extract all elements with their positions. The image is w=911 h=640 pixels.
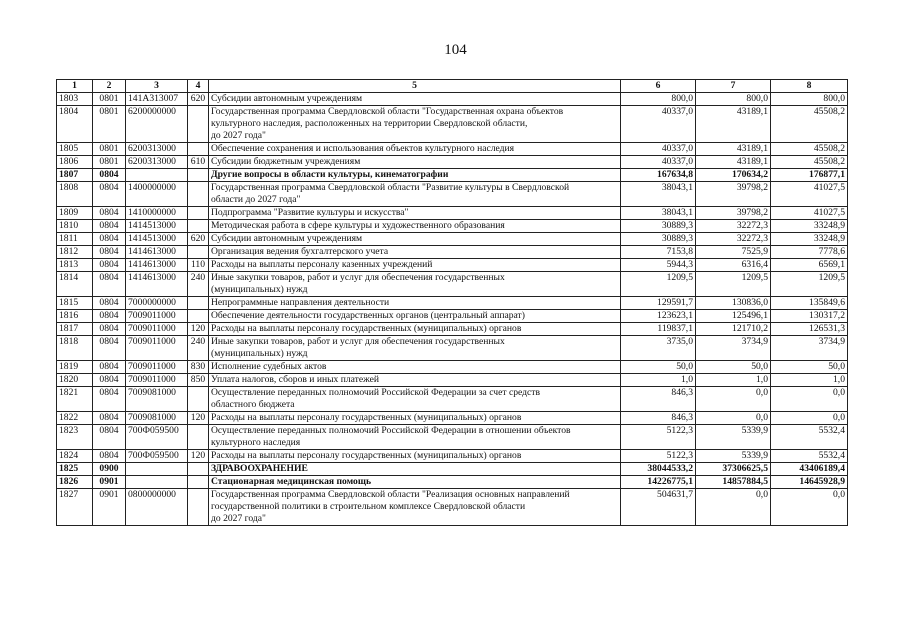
row-number-cell: 1825 bbox=[57, 463, 93, 476]
table-row bbox=[57, 220, 848, 233]
description-line: Организация ведения бухгалтерского учета bbox=[211, 246, 389, 257]
amount-year2-cell: 37306625,5 bbox=[696, 463, 771, 476]
description-line: Обеспечение сохранения и использования объектов культурного наследия bbox=[211, 143, 515, 154]
amount-year2-cell: 130836,0 bbox=[696, 297, 771, 310]
row-number-cell: 1805 bbox=[57, 143, 93, 156]
amount-year2-cell: 32272,3 bbox=[696, 220, 771, 233]
description-line: Уплата налогов, сборов и иных платежей bbox=[211, 374, 380, 385]
amount-year1-cell: 129591,7 bbox=[621, 297, 696, 310]
target-article-cell: 7009011000 bbox=[126, 361, 188, 374]
section-code-cell: 0804 bbox=[93, 361, 126, 374]
table-row bbox=[57, 143, 848, 156]
table-row bbox=[57, 246, 848, 259]
expense-type-cell bbox=[188, 297, 209, 310]
expense-type-cell bbox=[188, 425, 209, 450]
amount-year3-cell: 41027,5 bbox=[771, 182, 848, 207]
amount-year2-cell: 170634,2 bbox=[696, 169, 771, 182]
expense-type-cell bbox=[188, 246, 209, 259]
expense-type-cell: 240 bbox=[188, 336, 209, 361]
expense-type-cell: 120 bbox=[188, 450, 209, 463]
section-code-cell: 0804 bbox=[93, 207, 126, 220]
row-number-cell: 1814 bbox=[57, 272, 93, 297]
row-number-cell: 1826 bbox=[57, 476, 93, 489]
description-line: (муниципальных) нужд bbox=[211, 284, 308, 295]
amount-year3-cell: 3734,9 bbox=[771, 336, 848, 361]
description-line: Государственная программа Свердловской области "Реализация основных направлений bbox=[211, 489, 570, 500]
row-number-cell: 1810 bbox=[57, 220, 93, 233]
row-number-cell: 1811 bbox=[57, 233, 93, 246]
amount-year3-cell: 5532,4 bbox=[771, 425, 848, 450]
amount-year3-cell: 5532,4 bbox=[771, 450, 848, 463]
target-article-cell: 1414613000 bbox=[126, 272, 188, 297]
amount-year1-cell: 119837,1 bbox=[621, 323, 696, 336]
section-code-cell: 0804 bbox=[93, 323, 126, 336]
amount-year1-cell: 1209,5 bbox=[621, 272, 696, 297]
table-row bbox=[57, 387, 848, 412]
amount-year1-cell: 14226775,1 bbox=[621, 476, 696, 489]
amount-year3-cell: 14645928,9 bbox=[771, 476, 848, 489]
column-header: 5 bbox=[209, 80, 621, 93]
amount-year1-cell: 5122,3 bbox=[621, 425, 696, 450]
amount-year1-cell: 30889,3 bbox=[621, 233, 696, 246]
row-number-cell: 1804 bbox=[57, 106, 93, 143]
table-row bbox=[57, 182, 848, 207]
amount-year3-cell: 50,0 bbox=[771, 361, 848, 374]
column-header: 2 bbox=[93, 80, 126, 93]
expense-type-cell: 620 bbox=[188, 233, 209, 246]
target-article-cell: 6200313000 bbox=[126, 143, 188, 156]
row-number-cell: 1815 bbox=[57, 297, 93, 310]
table-row bbox=[57, 169, 848, 182]
expense-type-cell: 240 bbox=[188, 272, 209, 297]
amount-year3-cell: 45508,2 bbox=[771, 106, 848, 143]
target-article-cell: 1410000000 bbox=[126, 207, 188, 220]
description-line: Расходы на выплаты персоналу казенных учреждений bbox=[211, 259, 433, 270]
description-cell bbox=[209, 476, 621, 489]
expense-type-cell bbox=[188, 169, 209, 182]
expense-type-cell bbox=[188, 476, 209, 489]
description-cell bbox=[209, 259, 621, 272]
section-code-cell: 0900 bbox=[93, 463, 126, 476]
description-line: (муниципальных) нужд bbox=[211, 348, 308, 359]
table-body bbox=[57, 93, 848, 526]
amount-year2-cell: 125496,1 bbox=[696, 310, 771, 323]
amount-year1-cell: 3735,0 bbox=[621, 336, 696, 361]
amount-year3-cell: 0,0 bbox=[771, 387, 848, 412]
expense-type-cell: 120 bbox=[188, 323, 209, 336]
description-cell bbox=[209, 106, 621, 143]
description-cell bbox=[209, 272, 621, 297]
description-cell bbox=[209, 182, 621, 207]
target-article-cell bbox=[126, 476, 188, 489]
amount-year2-cell: 7525,9 bbox=[696, 246, 771, 259]
description-cell bbox=[209, 450, 621, 463]
section-code-cell: 0801 bbox=[93, 93, 126, 106]
description-line: областного бюджета bbox=[211, 399, 295, 410]
page-number: 104 bbox=[444, 42, 467, 58]
description-cell bbox=[209, 220, 621, 233]
amount-year3-cell: 0,0 bbox=[771, 412, 848, 425]
table-row bbox=[57, 412, 848, 425]
description-line: Государственная программа Свердловской области "Государственная охрана объектов bbox=[211, 106, 564, 117]
row-number-cell: 1816 bbox=[57, 310, 93, 323]
expense-type-cell bbox=[188, 310, 209, 323]
section-code-cell: 0901 bbox=[93, 476, 126, 489]
description-line: области до 2027 года" bbox=[211, 194, 301, 205]
target-article-cell: 7009011000 bbox=[126, 336, 188, 361]
target-article-cell: 700Ф059500 bbox=[126, 425, 188, 450]
amount-year3-cell: 41027,5 bbox=[771, 207, 848, 220]
description-line: культурного наследия, расположенных на территории Свердловской области, bbox=[211, 118, 528, 129]
expense-type-cell bbox=[188, 207, 209, 220]
amount-year1-cell: 7153,8 bbox=[621, 246, 696, 259]
section-code-cell: 0804 bbox=[93, 272, 126, 297]
description-line: культурного наследия bbox=[211, 437, 301, 448]
description-line: ЗДРАВООХРАНЕНИЕ bbox=[211, 463, 308, 474]
target-article-cell: 7009011000 bbox=[126, 374, 188, 387]
column-header: 6 bbox=[621, 80, 696, 93]
row-number-cell: 1824 bbox=[57, 450, 93, 463]
amount-year2-cell: 43189,1 bbox=[696, 156, 771, 169]
row-number-cell: 1808 bbox=[57, 182, 93, 207]
description-cell bbox=[209, 143, 621, 156]
target-article-cell bbox=[126, 169, 188, 182]
section-code-cell: 0804 bbox=[93, 374, 126, 387]
section-code-cell: 0804 bbox=[93, 310, 126, 323]
table-row bbox=[57, 233, 848, 246]
table-row bbox=[57, 272, 848, 297]
amount-year2-cell: 32272,3 bbox=[696, 233, 771, 246]
row-number-cell: 1819 bbox=[57, 361, 93, 374]
section-code-cell: 0804 bbox=[93, 182, 126, 207]
expense-type-cell: 120 bbox=[188, 412, 209, 425]
amount-year1-cell: 38043,1 bbox=[621, 207, 696, 220]
target-article-cell: 7009011000 bbox=[126, 310, 188, 323]
description-line: Исполнение судебных актов bbox=[211, 361, 327, 372]
expense-type-cell bbox=[188, 106, 209, 143]
row-number-cell: 1827 bbox=[57, 489, 93, 526]
amount-year1-cell: 5944,3 bbox=[621, 259, 696, 272]
table-row bbox=[57, 106, 848, 143]
amount-year2-cell: 0,0 bbox=[696, 387, 771, 412]
column-header: 7 bbox=[696, 80, 771, 93]
row-number-cell: 1806 bbox=[57, 156, 93, 169]
table-row bbox=[57, 463, 848, 476]
target-article-cell: 6200313000 bbox=[126, 156, 188, 169]
description-line: Расходы на выплаты персоналу государственных (муниципальных) органов bbox=[211, 323, 522, 334]
description-line: государственной политики в строительном комплексе Свердловской области bbox=[211, 501, 526, 512]
amount-year3-cell: 800,0 bbox=[771, 93, 848, 106]
section-code-cell: 0801 bbox=[93, 143, 126, 156]
row-number-cell: 1812 bbox=[57, 246, 93, 259]
amount-year2-cell: 3734,9 bbox=[696, 336, 771, 361]
row-number-cell: 1803 bbox=[57, 93, 93, 106]
amount-year3-cell: 130317,2 bbox=[771, 310, 848, 323]
amount-year1-cell: 40337,0 bbox=[621, 106, 696, 143]
description-line: Расходы на выплаты персоналу государственных (муниципальных) органов bbox=[211, 412, 522, 423]
amount-year2-cell: 0,0 bbox=[696, 412, 771, 425]
table-row bbox=[57, 361, 848, 374]
table-row bbox=[57, 425, 848, 450]
section-code-cell: 0804 bbox=[93, 169, 126, 182]
amount-year3-cell: 43406189,4 bbox=[771, 463, 848, 476]
description-line: Другие вопросы в области культуры, кинематографии bbox=[211, 169, 449, 180]
amount-year1-cell: 38044533,2 bbox=[621, 463, 696, 476]
amount-year2-cell: 5339,9 bbox=[696, 450, 771, 463]
description-cell bbox=[209, 310, 621, 323]
row-number-cell: 1807 bbox=[57, 169, 93, 182]
amount-year2-cell: 1209,5 bbox=[696, 272, 771, 297]
target-article-cell: 0800000000 bbox=[126, 489, 188, 526]
description-line: Подпрограмма "Развитие культуры и искусства" bbox=[211, 207, 409, 218]
column-header: 8 bbox=[771, 80, 848, 93]
table-row bbox=[57, 297, 848, 310]
budget-table bbox=[56, 79, 848, 526]
amount-year1-cell: 40337,0 bbox=[621, 143, 696, 156]
amount-year2-cell: 43189,1 bbox=[696, 143, 771, 156]
description-line: до 2027 года" bbox=[211, 513, 266, 524]
amount-year2-cell: 39798,2 bbox=[696, 207, 771, 220]
section-code-cell: 0804 bbox=[93, 259, 126, 272]
amount-year1-cell: 800,0 bbox=[621, 93, 696, 106]
amount-year1-cell: 30889,3 bbox=[621, 220, 696, 233]
target-article-cell: 141A313007 bbox=[126, 93, 188, 106]
description-line: Непрограммные направления деятельности bbox=[211, 297, 390, 308]
target-article-cell: 1400000000 bbox=[126, 182, 188, 207]
section-code-cell: 0801 bbox=[93, 106, 126, 143]
table-row bbox=[57, 310, 848, 323]
target-article-cell: 1414613000 bbox=[126, 259, 188, 272]
description-line: Государственная программа Свердловской области "Развитие культуры в Свердловской bbox=[211, 182, 570, 193]
description-line: Обеспечение деятельности государственных органов (центральный аппарат) bbox=[211, 310, 525, 321]
target-article-cell: 1414613000 bbox=[126, 246, 188, 259]
amount-year3-cell: 6569,1 bbox=[771, 259, 848, 272]
description-cell bbox=[209, 323, 621, 336]
table-row bbox=[57, 336, 848, 361]
target-article-cell: 1414513000 bbox=[126, 220, 188, 233]
table-row bbox=[57, 450, 848, 463]
expense-type-cell: 850 bbox=[188, 374, 209, 387]
expense-type-cell bbox=[188, 463, 209, 476]
expense-type-cell bbox=[188, 143, 209, 156]
amount-year3-cell: 126531,3 bbox=[771, 323, 848, 336]
description-cell bbox=[209, 412, 621, 425]
description-cell bbox=[209, 297, 621, 310]
description-line: Осуществление переданных полномочий Российской Федерации за счет средств bbox=[211, 387, 541, 398]
section-code-cell: 0901 bbox=[93, 489, 126, 526]
column-header: 1 bbox=[57, 80, 93, 93]
target-article-cell: 6200000000 bbox=[126, 106, 188, 143]
description-line: Субсидии автономным учреждениям bbox=[211, 233, 363, 244]
amount-year3-cell: 45508,2 bbox=[771, 156, 848, 169]
row-number-cell: 1823 bbox=[57, 425, 93, 450]
target-article-cell: 7009011000 bbox=[126, 323, 188, 336]
description-cell bbox=[209, 93, 621, 106]
description-cell bbox=[209, 233, 621, 246]
target-article-cell bbox=[126, 463, 188, 476]
description-cell bbox=[209, 246, 621, 259]
amount-year1-cell: 38043,1 bbox=[621, 182, 696, 207]
description-line: Осуществление переданных полномочий Российской Федерации в отношении объектов bbox=[211, 425, 571, 436]
amount-year2-cell: 6316,4 bbox=[696, 259, 771, 272]
description-cell bbox=[209, 425, 621, 450]
amount-year2-cell: 43189,1 bbox=[696, 106, 771, 143]
section-code-cell: 0804 bbox=[93, 412, 126, 425]
section-code-cell: 0804 bbox=[93, 450, 126, 463]
amount-year1-cell: 846,3 bbox=[621, 412, 696, 425]
expense-type-cell: 610 bbox=[188, 156, 209, 169]
amount-year3-cell: 1,0 bbox=[771, 374, 848, 387]
target-article-cell: 7009081000 bbox=[126, 412, 188, 425]
table-row bbox=[57, 489, 848, 526]
section-code-cell: 0804 bbox=[93, 297, 126, 310]
amount-year2-cell: 5339,9 bbox=[696, 425, 771, 450]
table-row bbox=[57, 156, 848, 169]
amount-year1-cell: 5122,3 bbox=[621, 450, 696, 463]
expense-type-cell: 830 bbox=[188, 361, 209, 374]
expense-type-cell bbox=[188, 182, 209, 207]
description-line: Субсидии автономным учреждениям bbox=[211, 93, 363, 104]
amount-year3-cell: 1209,5 bbox=[771, 272, 848, 297]
amount-year1-cell: 846,3 bbox=[621, 387, 696, 412]
row-number-cell: 1818 bbox=[57, 336, 93, 361]
amount-year3-cell: 176877,1 bbox=[771, 169, 848, 182]
section-code-cell: 0804 bbox=[93, 387, 126, 412]
amount-year2-cell: 800,0 bbox=[696, 93, 771, 106]
section-code-cell: 0804 bbox=[93, 220, 126, 233]
expense-type-cell: 620 bbox=[188, 93, 209, 106]
column-header: 3 bbox=[126, 80, 188, 93]
description-line: до 2027 года" bbox=[211, 130, 266, 141]
row-number-cell: 1813 bbox=[57, 259, 93, 272]
amount-year2-cell: 1,0 bbox=[696, 374, 771, 387]
amount-year3-cell: 135849,6 bbox=[771, 297, 848, 310]
amount-year1-cell: 123623,1 bbox=[621, 310, 696, 323]
target-article-cell: 1414513000 bbox=[126, 233, 188, 246]
amount-year2-cell: 14857884,5 bbox=[696, 476, 771, 489]
expense-type-cell bbox=[188, 387, 209, 412]
amount-year3-cell: 33248,9 bbox=[771, 233, 848, 246]
amount-year2-cell: 121710,2 bbox=[696, 323, 771, 336]
description-cell bbox=[209, 489, 621, 526]
table-row bbox=[57, 476, 848, 489]
amount-year3-cell: 7778,6 bbox=[771, 246, 848, 259]
section-code-cell: 0804 bbox=[93, 233, 126, 246]
description-cell bbox=[209, 361, 621, 374]
section-code-cell: 0804 bbox=[93, 336, 126, 361]
amount-year1-cell: 50,0 bbox=[621, 361, 696, 374]
description-line: Методическая работа в сфере культуры и художественного образования bbox=[211, 220, 505, 231]
table-row bbox=[57, 207, 848, 220]
row-number-cell: 1821 bbox=[57, 387, 93, 412]
table-row bbox=[57, 259, 848, 272]
section-code-cell: 0804 bbox=[93, 425, 126, 450]
description-line: Субсидии бюджетным учреждениям bbox=[211, 156, 361, 167]
table-row bbox=[57, 93, 848, 106]
table-header-row bbox=[57, 80, 848, 93]
amount-year3-cell: 0,0 bbox=[771, 489, 848, 526]
target-article-cell: 700Ф059500 bbox=[126, 450, 188, 463]
amount-year1-cell: 40337,0 bbox=[621, 156, 696, 169]
amount-year2-cell: 50,0 bbox=[696, 361, 771, 374]
description-cell bbox=[209, 207, 621, 220]
expense-type-cell bbox=[188, 489, 209, 526]
row-number-cell: 1822 bbox=[57, 412, 93, 425]
section-code-cell: 0804 bbox=[93, 246, 126, 259]
amount-year1-cell: 504631,7 bbox=[621, 489, 696, 526]
column-header: 4 bbox=[188, 80, 209, 93]
amount-year2-cell: 0,0 bbox=[696, 489, 771, 526]
amount-year1-cell: 1,0 bbox=[621, 374, 696, 387]
description-cell bbox=[209, 374, 621, 387]
description-cell bbox=[209, 169, 621, 182]
amount-year1-cell: 167634,8 bbox=[621, 169, 696, 182]
description-cell bbox=[209, 336, 621, 361]
description-cell bbox=[209, 156, 621, 169]
row-number-cell: 1809 bbox=[57, 207, 93, 220]
description-line: Иные закупки товаров, работ и услуг для обеспечения государственных bbox=[211, 336, 505, 347]
row-number-cell: 1817 bbox=[57, 323, 93, 336]
description-cell bbox=[209, 463, 621, 476]
expense-type-cell bbox=[188, 220, 209, 233]
target-article-cell: 7009081000 bbox=[126, 387, 188, 412]
row-number-cell: 1820 bbox=[57, 374, 93, 387]
description-line: Иные закупки товаров, работ и услуг для обеспечения государственных bbox=[211, 272, 505, 283]
table-row bbox=[57, 374, 848, 387]
amount-year2-cell: 39798,2 bbox=[696, 182, 771, 207]
section-code-cell: 0801 bbox=[93, 156, 126, 169]
description-cell bbox=[209, 387, 621, 412]
description-line: Расходы на выплаты персоналу государственных (муниципальных) органов bbox=[211, 450, 522, 461]
amount-year3-cell: 33248,9 bbox=[771, 220, 848, 233]
target-article-cell: 7000000000 bbox=[126, 297, 188, 310]
description-line: Стационарная медицинская помощь bbox=[211, 476, 372, 487]
expense-type-cell: 110 bbox=[188, 259, 209, 272]
table-row bbox=[57, 323, 848, 336]
amount-year3-cell: 45508,2 bbox=[771, 143, 848, 156]
